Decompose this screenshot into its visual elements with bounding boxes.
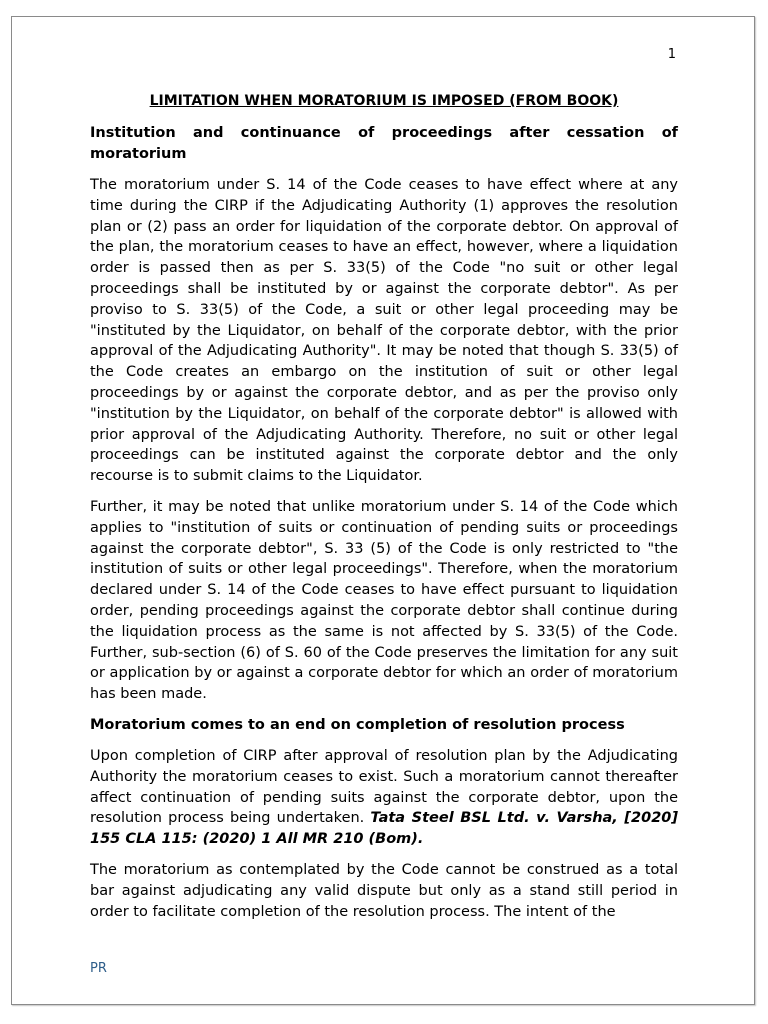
footer-initials: PR <box>90 961 107 976</box>
section-heading-cessation: Institution and continuance of proceedings after cessation of moratorium <box>90 125 678 162</box>
page-number: 1 <box>667 47 676 62</box>
document-page <box>11 16 755 1005</box>
document-body <box>90 93 678 932</box>
case-citation: Tata Steel BSL Ltd. v. Varsha, [2020] 155 CLA 115: (2020) 1 All MR 210 (Bom). <box>90 810 678 848</box>
section-heading-completion: Moratorium comes to an end on completion of resolution process <box>90 716 625 733</box>
document-title: LIMITATION WHEN MORATORIUM IS IMPOSED (FROM BOOK) <box>149 93 619 109</box>
paragraph-liquidation-proceedings: Further, it may be noted that unlike moratorium under S. 14 of the Code which applies to "institution of suits or continuation of pending suits or proceedings against the corporate debtor", S. 33 (5) of the Code is only restricted to "the institution of suits or other legal proceedings". Therefore, when the moratorium declared under S. 14 of the Code ceases to have effect pursuant to liquidation order, pending proceedings against the corporate debtor shall continue during the liquidation process as the same is not affected by S. 33(5) of the Code. Further, sub-section (6) of S. 60 of the Code preserves the limitation for any suit or application by or against a corporate debtor for which an order of moratorium has been made. <box>90 498 678 703</box>
paragraph-standstill-period: The moratorium as contemplated by the Code cannot be construed as a total bar against adjudicating any valid dispute but only as a stand still period in order to facilitate completion of the resolution process. The intent of the <box>90 861 678 920</box>
paragraph-moratorium-cessation: The moratorium under S. 14 of the Code ceases to have effect where at any time during the CIRP if the Adjudicating Authority (1) approves the resolution plan or (2) pass an order for liquidation of the corporate debtor. On approval of the plan, the moratorium ceases to have an effect, however, where a liquidation order is passed then as per S. 33(5) of the Code "no suit or other legal proceedings shall be instituted by or against the corporate debtor". As per proviso to S. 33(5) of the Code, a suit or other legal proceeding may be "instituted by the Liquidator, on behalf of the corporate debtor, with the prior approval of the Adjudicating Authority". It may be noted that though S. 33(5) of the Code creates an embargo on the institution of suit or other legal proceedings by or against the corporate debtor, and as per the proviso only "institution by the Liquidator, on behalf of the corporate debtor" is allowed with prior approval of the Adjudicating Authority. Therefore, no suit or other legal proceedings can be instituted against the corporate debtor and the only recourse is to submit claims to the Liquidator. <box>90 177 678 485</box>
paragraph-completion-of-cirp <box>90 746 678 850</box>
paragraph-completion-text: Upon completion of CIRP after approval of resolution plan by the Adjudicating Authority the moratorium ceases to exist. Such a moratorium cannot thereafter affect continuation of pending suits against the corporate debtor, upon the resolution process being undertaken. <box>90 747 678 827</box>
